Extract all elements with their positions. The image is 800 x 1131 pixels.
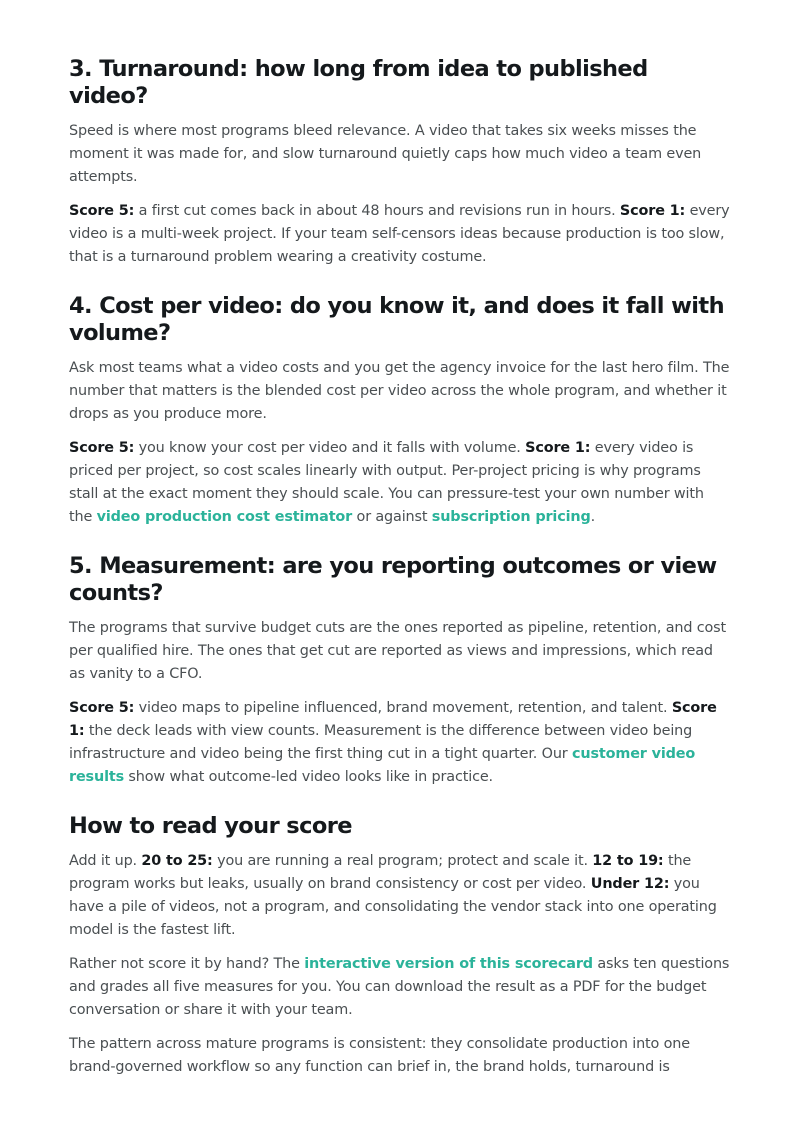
subscription-pricing-link[interactable]: subscription pricing <box>431 509 591 525</box>
cost-estimator-link[interactable]: video production cost estimator <box>96 509 353 525</box>
score5-label: Score 5: <box>69 700 135 716</box>
section-heading: 3. Turnaround: how long from idea to published video? <box>69 56 648 109</box>
section-heading: 5. Measurement: are you reporting outcomes or view counts? <box>69 553 717 606</box>
score1-text: every video is priced per project, so cost scales linearly with output. Per-project pricing is why programs stall at the exact moment they should scale. You can pressure-test your own number with the <box>69 440 704 525</box>
paragraph-start: Rather not score it by hand? The <box>69 956 305 972</box>
score1-text: every video is a multi-week project. If your team self-censors ideas because production is too slow, that is a turnaround problem wearing a creativity costume. <box>69 203 730 265</box>
score5-label: Score 5: <box>69 440 135 456</box>
score5-text: you know your cost per video and it falls with volume. <box>134 440 526 456</box>
band-high-label: 20 to 25: <box>141 853 213 869</box>
score1-label: Score 1: <box>69 700 717 739</box>
score5-text: video maps to pipeline influenced, brand movement, retention, and talent. <box>134 700 672 716</box>
section-heading: How to read your score <box>69 813 352 839</box>
band-low-text: you have a pile of videos, not a program, and consolidating the vendor stack into one operating model is the fastest lift. <box>69 876 717 938</box>
customer-video-results-link[interactable]: customer video results <box>69 746 696 785</box>
band-high-text: you are running a real program; protect and scale it. <box>212 853 593 869</box>
band-mid-label: 12 to 19: <box>592 853 664 869</box>
section-read-score <box>69 813 731 1079</box>
band-low-label: Under 12: <box>590 876 670 892</box>
bands-intro: Add it up. <box>69 853 142 869</box>
band-mid-text: the program works but leaks, usually on brand consistency or cost per video. <box>69 853 692 892</box>
section-heading: 4. Cost per video: do you know it, and does it fall with volume? <box>69 293 724 346</box>
section-turnaround <box>69 56 731 269</box>
end-text: . <box>590 509 596 525</box>
score-description <box>69 697 731 789</box>
score-bands <box>69 850 731 942</box>
section-measurement <box>69 553 731 789</box>
score5-text: a first cut comes back in about 48 hours and revisions run in hours. <box>134 203 620 219</box>
interactive-scorecard-link[interactable]: interactive version of this scorecard <box>304 956 593 972</box>
section-cost-per-video <box>69 293 731 529</box>
pattern-paragraph: The pattern across mature programs is consistent: they consolidate production into one brand-governed workflow so any function can brief in, the brand holds, turnaround is <box>69 1036 690 1075</box>
connector-text: or against <box>352 509 432 525</box>
end-text: show what outcome-led video looks like in practice. <box>124 769 493 785</box>
section-intro: The programs that survive budget cuts are the ones reported as pipeline, retention, and cost per qualified hire. The ones that get cut are reported as views and impressions, which read as vanity to a CFO. <box>69 620 726 682</box>
score-description <box>69 437 731 529</box>
paragraph-end: asks ten questions and grades all five measures for you. You can download the result as a PDF for the budget conversation or share it with your team. <box>69 956 730 1018</box>
score1-label: Score 1: <box>525 440 591 456</box>
score1-label: Score 1: <box>619 203 686 219</box>
section-intro: Speed is where most programs bleed relevance. A video that takes six weeks misses the moment it was made for, and slow turnaround quietly caps how much video a team even attempts. <box>69 123 702 185</box>
interactive-scorecard-paragraph <box>69 953 731 1022</box>
score5-label: Score 5: <box>69 203 135 219</box>
section-intro: Ask most teams what a video costs and you get the agency invoice for the last hero film. The number that matters is the blended cost per video across the whole program, and whether it drops as you produce more. <box>69 360 730 422</box>
score1-text: the deck leads with view counts. Measurement is the difference between video being infrastructure and video being the first thing cut in a tight quarter. Our <box>69 723 693 762</box>
score-description <box>69 200 731 269</box>
